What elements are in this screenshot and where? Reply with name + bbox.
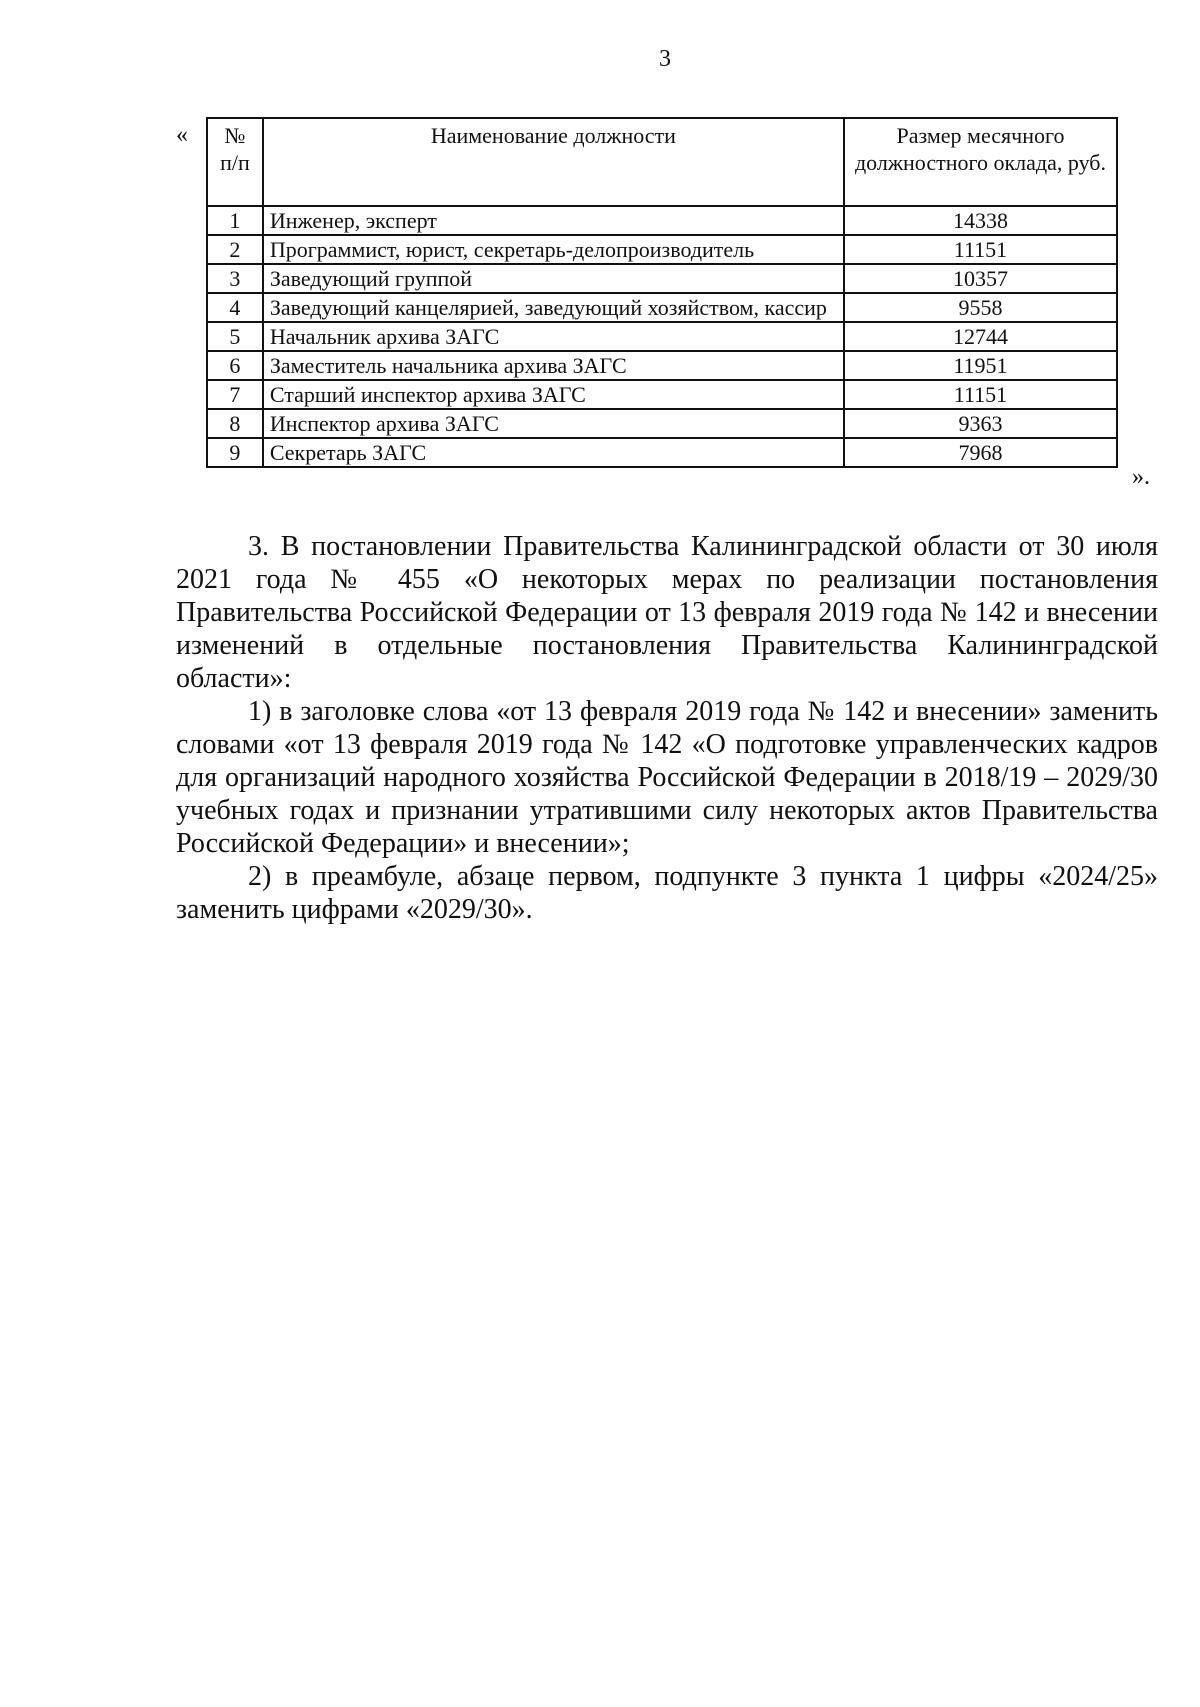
row-position: Заведующий канцелярией, заведующий хозяйством, кассир xyxy=(263,293,844,322)
row-salary: 14338 xyxy=(844,206,1117,235)
row-number: 3 xyxy=(207,264,263,293)
table-header-row xyxy=(207,118,1117,206)
header-position: Наименование должности xyxy=(263,118,844,206)
table-row xyxy=(207,380,1117,409)
row-salary: 10357 xyxy=(844,264,1117,293)
row-salary: 11151 xyxy=(844,380,1117,409)
paragraph-item-3: 3. В постановлении Правительства Калининградской области от 30 июля 2021 года № 455 «О некоторых мерах по реализации постановления Правительства Российской Федерации от 13 февраля 2019 года № 142 и внесении изменений в отдельные постановления Правительства Калининградской области»: xyxy=(176,531,1158,694)
row-number: 9 xyxy=(207,438,263,467)
row-number: 4 xyxy=(207,293,263,322)
row-salary: 11951 xyxy=(844,351,1117,380)
row-position: Начальник архива ЗАГС xyxy=(263,322,844,351)
row-number: 1 xyxy=(207,206,263,235)
row-position: Старший инспектор архива ЗАГС xyxy=(263,380,844,409)
salary-table xyxy=(206,117,1118,468)
page-number: 3 xyxy=(659,46,671,72)
amendment-text xyxy=(176,530,1158,926)
header-salary: Размер месячного должностного оклада, руб. xyxy=(844,118,1117,206)
table-row xyxy=(207,351,1117,380)
row-position: Инженер, эксперт xyxy=(263,206,844,235)
paragraph-subitem-2: 2) в преамбуле, абзаце первом, подпункте 3 пункта 1 цифры «2024/25» заменить цифрами «2029/30». xyxy=(176,861,1158,925)
table-open-quote: « xyxy=(176,122,188,148)
table-row xyxy=(207,322,1117,351)
row-position: Инспектор архива ЗАГС xyxy=(263,409,844,438)
table-row xyxy=(207,293,1117,322)
row-number: 5 xyxy=(207,322,263,351)
table-row xyxy=(207,409,1117,438)
row-number: 2 xyxy=(207,235,263,264)
row-salary: 7968 xyxy=(844,438,1117,467)
row-number: 7 xyxy=(207,380,263,409)
table-row xyxy=(207,206,1117,235)
row-number: 6 xyxy=(207,351,263,380)
row-salary: 9558 xyxy=(844,293,1117,322)
row-salary: 11151 xyxy=(844,235,1117,264)
row-number: 8 xyxy=(207,409,263,438)
row-position: Заведующий группой xyxy=(263,264,844,293)
header-number: № п/п xyxy=(207,118,263,206)
paragraph-subitem-1: 1) в заголовке слова «от 13 февраля 2019 года № 142 и внесении» заменить словами «от 13 февраля 2019 года № 142 «О подготовке управленческих кадров для организаций народного хозяйства Российской Федерации в 2018/19 – 2029/30 учебных годах и признании утратившими силу некоторых актов Правительства Российской Федерации» и внесении»; xyxy=(176,696,1158,859)
row-position: Заместитель начальника архива ЗАГС xyxy=(263,351,844,380)
row-position: Секретарь ЗАГС xyxy=(263,438,844,467)
row-position: Программист, юрист, секретарь-делопроизводитель xyxy=(263,235,844,264)
table-row xyxy=(207,438,1117,467)
table-row xyxy=(207,264,1117,293)
table-row xyxy=(207,235,1117,264)
table-close-quote: ». xyxy=(1132,464,1150,490)
row-salary: 12744 xyxy=(844,322,1117,351)
row-salary: 9363 xyxy=(844,409,1117,438)
